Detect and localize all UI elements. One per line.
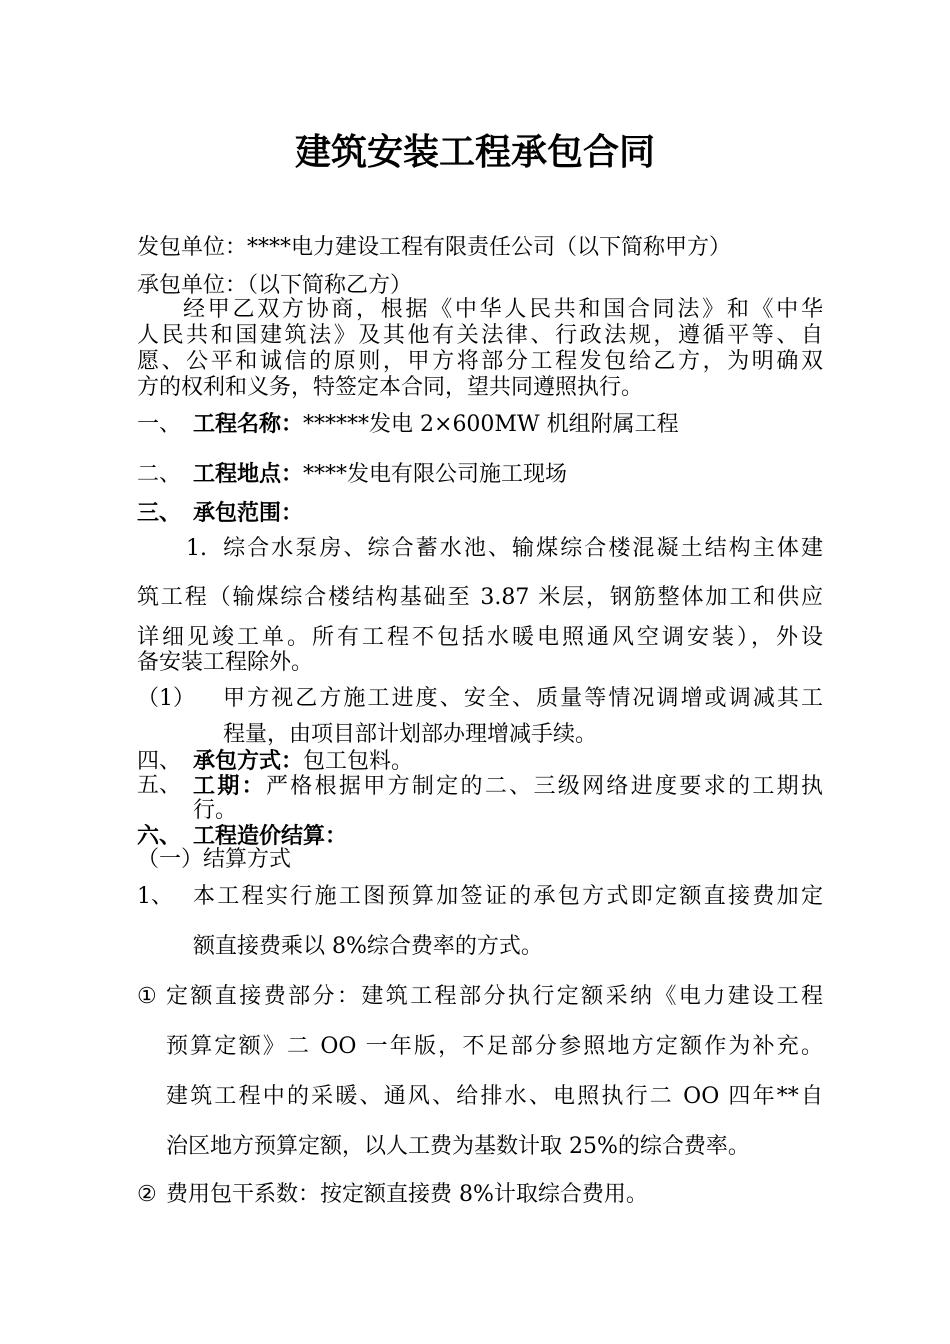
section-number: 三、 [137, 500, 182, 526]
scope-cont-2: 详细见竣工单。所有工程不包括水暖电照通风空调安装），外设 [137, 625, 823, 650]
section-label: 承包方式： [193, 748, 304, 774]
scope-cont-1: 筑工程（输煤综合楼结构基础至 3.87 米层，钢筋整体加工和供应 [137, 585, 823, 610]
section-5-line-1 [193, 773, 823, 800]
section-2 [137, 461, 823, 488]
section-number: 二、 [137, 462, 182, 487]
scope-sub-1-num: （1） [137, 686, 195, 711]
section-label: 工期： [193, 773, 266, 799]
contractor-line: 承包单位：（以下简称乙方） [137, 273, 413, 298]
settlement-item-1-line-2: 额直接费乘以 8%综合费率的方式。 [193, 934, 543, 959]
section-text: 严格根据甲方制定的二、三级网络进度要求的工期执 [265, 774, 823, 799]
intro-line-2: 人民共和国建筑法》及其他有关法律、行政法规，遵循平等、自 [137, 323, 823, 348]
scope-sub-1-line-2: 程量，由项目部计划部办理增减手续。 [223, 722, 598, 747]
circled-item-1-line-3: 建筑工程中的采暖、通风、给排水、电照执行二 OO 四年**自 [166, 1084, 823, 1109]
circled-item-1-line-1: 定额直接费部分：建筑工程部分执行定额采纳《电力建设工程 [166, 984, 823, 1009]
section-5-line-2: 行。 [193, 798, 238, 823]
item-text: 综合水泵房、综合蓄水池、输煤综合楼混凝土结构主体建 [221, 536, 823, 561]
intro-line-3: 愿、公平和诚信的原则，甲方将部分工程发包给乙方，为明确双 [137, 349, 823, 374]
circled-item-2-text: 费用包干系数：按定额直接费 8%计取综合费用。 [166, 1182, 648, 1207]
settlement-subtitle: （一）结算方式 [137, 847, 292, 872]
section-text: ****发电有限公司施工现场 [303, 462, 568, 487]
section-number: 一、 [137, 412, 182, 437]
section-label: 工程名称： [193, 411, 304, 437]
section-1 [137, 411, 823, 438]
item-number: 1. [186, 536, 207, 561]
settlement-item-1-num: 1、 [137, 884, 173, 909]
intro-line-1: 经甲乙双方协商，根据《中华人民共和国合同法》和《中华 [183, 297, 823, 322]
section-text: 包工包料。 [303, 749, 414, 774]
section-label: 工程造价结算： [193, 823, 348, 849]
scope-cont-3: 备安装工程除外。 [137, 650, 314, 675]
settlement-item-1-line-1: 本工程实行施工图预算加签证的承包方式即定额直接费加定 [193, 884, 823, 909]
section-label: 工程地点： [193, 461, 304, 487]
section-number: 四、 [137, 749, 182, 774]
document-title: 建筑安装工程承包合同 [294, 131, 655, 173]
scope-sub-1-line-1: 甲方视乙方施工进度、安全、质量等情况调增或调减其工 [223, 686, 823, 711]
section-number: 五、 [137, 773, 182, 798]
circled-item-1-line-2: 预算定额》二 OO 一年版，不足部分参照地方定额作为补充。 [166, 1034, 823, 1059]
section-3 [137, 500, 823, 527]
circled-item-2-num: ② [137, 1182, 157, 1207]
section-6 [137, 823, 823, 850]
issuer-line: 发包单位：****电力建设工程有限责任公司（以下简称甲方） [137, 235, 732, 260]
section-4 [137, 748, 823, 775]
scope-item-1 [186, 536, 823, 562]
section-number: 六、 [137, 823, 182, 849]
section-label: 承包范围： [193, 500, 304, 526]
circled-item-1-num: ① [137, 984, 157, 1009]
intro-line-4: 方的权利和义务，特签定本合同，望共同遵照执行。 [137, 375, 644, 400]
circled-item-1-line-4: 治区地方预算定额，以人工费为基数计取 25%的综合费率。 [166, 1134, 750, 1159]
section-text: ******发电 2×600MW 机组附属工程 [303, 412, 679, 437]
